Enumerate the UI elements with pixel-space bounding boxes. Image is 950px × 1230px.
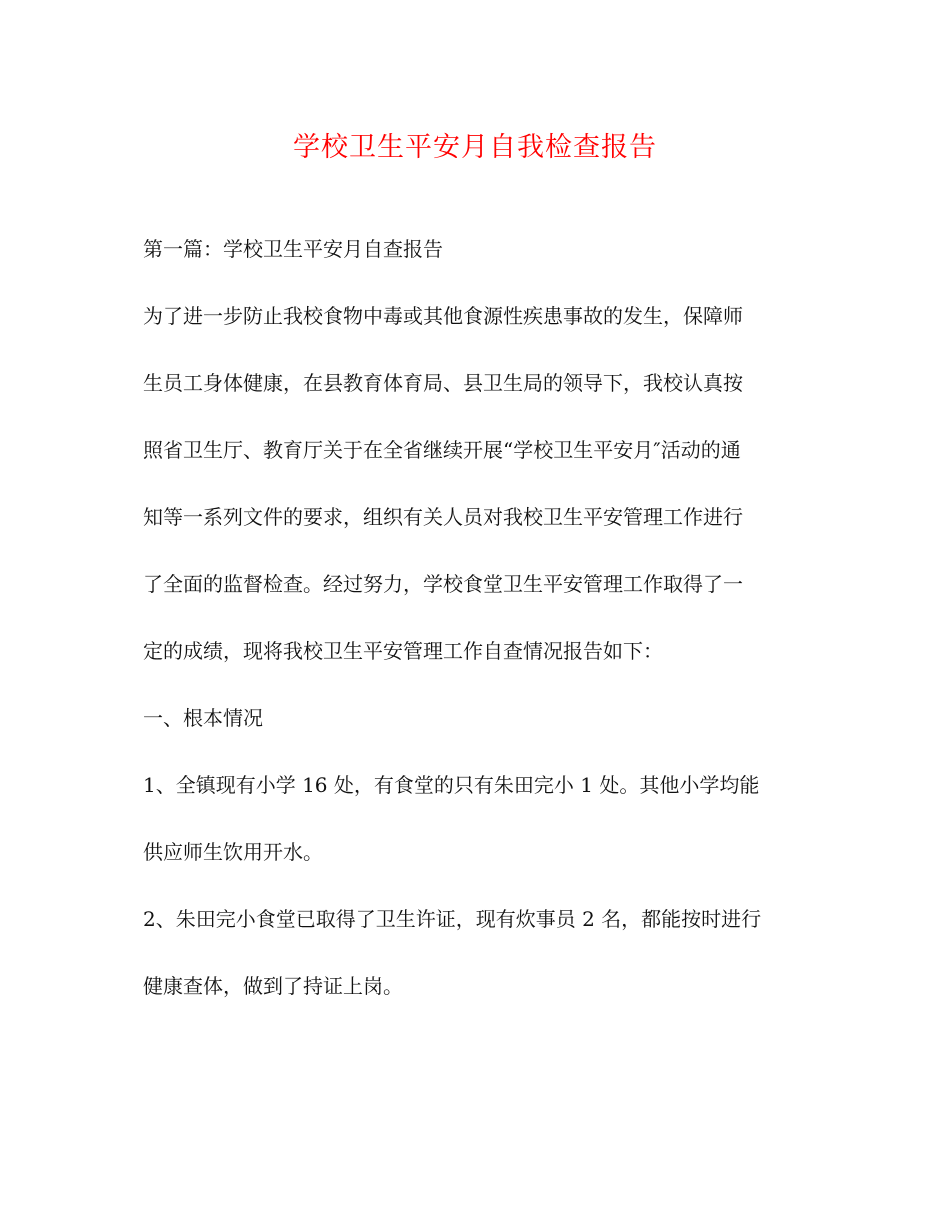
- document-title: 学校卫生平安月自我检查报告: [293, 132, 657, 163]
- list-item-1: [143, 767, 808, 870]
- list-item-line: 供应师生饮用开水。: [143, 840, 323, 864]
- intro-line: 了全面的监督检查。经过努力，学校食堂卫生平安管理工作取得了一: [143, 572, 743, 596]
- intro-line: 为了进一步防止我校食物中毒或其他食源性疾患事故的发生，保障师: [143, 304, 743, 328]
- section-heading-text: 第一篇：学校卫生平安月自查报告: [143, 237, 443, 261]
- document-body: [143, 231, 808, 1035]
- intro-line: 照省卫生厅、教育厅关于在全省继续开展“学校卫生平安月″活动的通: [143, 438, 741, 462]
- subheading-basic-situation: [143, 700, 808, 736]
- list-item-line: 健康查体，做到了持证上岗。: [143, 974, 403, 998]
- list-item-2: [143, 901, 808, 1004]
- intro-line: 定的成绩，现将我校卫生平安管理工作自查情况报告如下：: [143, 639, 663, 663]
- intro-paragraph: [143, 298, 808, 669]
- intro-line: 生员工身体健康，在县教育体育局、县卫生局的领导下，我校认真按: [143, 371, 743, 395]
- list-item-line: 2、朱田完小食堂已取得了卫生许证，现有炊事员 2 名，都能按时进行: [143, 907, 762, 931]
- section-heading: [143, 231, 808, 267]
- subheading-text: 一、根本情况: [143, 706, 263, 730]
- intro-line: 知等一系列文件的要求，组织有关人员对我校卫生平安管理工作进行: [143, 505, 743, 529]
- list-item-line: 1、全镇现有小学 16 处，有食堂的只有朱田完小 1 处。其他小学均能: [143, 773, 760, 797]
